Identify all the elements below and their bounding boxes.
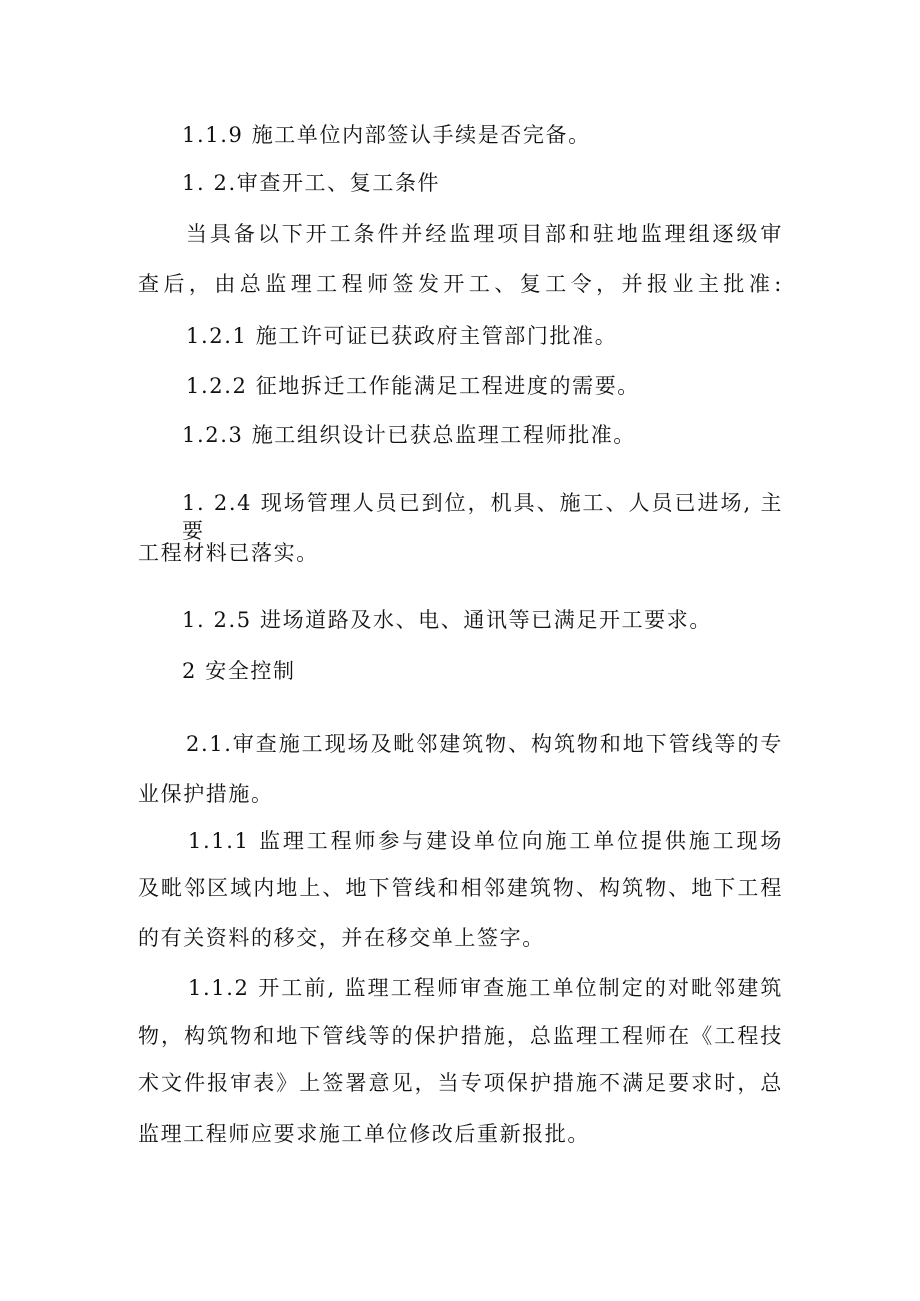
item-1-2-3: 1.2.3 施工组织设计已获总监理工程师批准。 xyxy=(182,423,636,447)
item-1-2-4-line-1: 1. 2.4 现场管理人员已到位，机具、施工、人员已进场, 主要 xyxy=(182,491,783,543)
item-1-1-1-line-3: 的有关资料的移交，并在移交单上签字。 xyxy=(138,926,545,950)
item-1-1-2-line-2: 物，构筑物和地下管线等的保护措施，总监理工程师在《工程技 xyxy=(138,1024,783,1048)
item-1-1-2-line-1: 1.1.2 开工前, 监理工程师审查施工单位制定的对毗邻建筑 xyxy=(188,976,783,1000)
item-1-1-9: 1.1.9 施工单位内部签认手续是否完备。 xyxy=(182,123,591,147)
item-1-2-4-line-2: 工程材料已落实。 xyxy=(138,541,319,565)
heading-1-2: 1. 2.审查开工、复工条件 xyxy=(182,171,441,195)
item-1-1-2-line-3: 术文件报审表》上签署意见，当专项保护措施不满足要求时，总 xyxy=(138,1071,783,1095)
heading-2-1-line-1: 2.1.审查施工现场及毗邻建筑物、构筑物和地下管线等的专 xyxy=(186,732,783,756)
item-1-2-5: 1. 2.5 进场道路及水、电、通讯等已满足开工要求。 xyxy=(182,608,712,632)
paragraph-1-2-line-2: 查后，由总监理工程师签发开工、复工令，并报业主批准: xyxy=(138,272,783,296)
heading-2-1-line-2: 业保护措施。 xyxy=(138,782,274,806)
heading-2: 2 安全控制 xyxy=(182,659,296,683)
item-1-2-1: 1.2.1 施工许可证已获政府主管部门批准。 xyxy=(186,324,618,348)
item-1-1-1-line-1: 1.1.1 监理工程师参与建设单位向施工单位提供施工现场 xyxy=(188,829,783,853)
item-1-1-1-line-2: 及毗邻区域内地上、地下管线和相邻建筑物、构筑物、地下工程 xyxy=(138,876,783,900)
paragraph-1-2-line-1: 当具备以下开工条件并经监理项目部和驻地监理组逐级审 xyxy=(186,222,783,246)
item-1-2-2: 1.2.2 征地拆迁工作能满足工程进度的需要。 xyxy=(186,374,640,398)
item-1-1-2-line-4: 监理工程师应要求施工单位修改后重新报批。 xyxy=(138,1122,590,1146)
